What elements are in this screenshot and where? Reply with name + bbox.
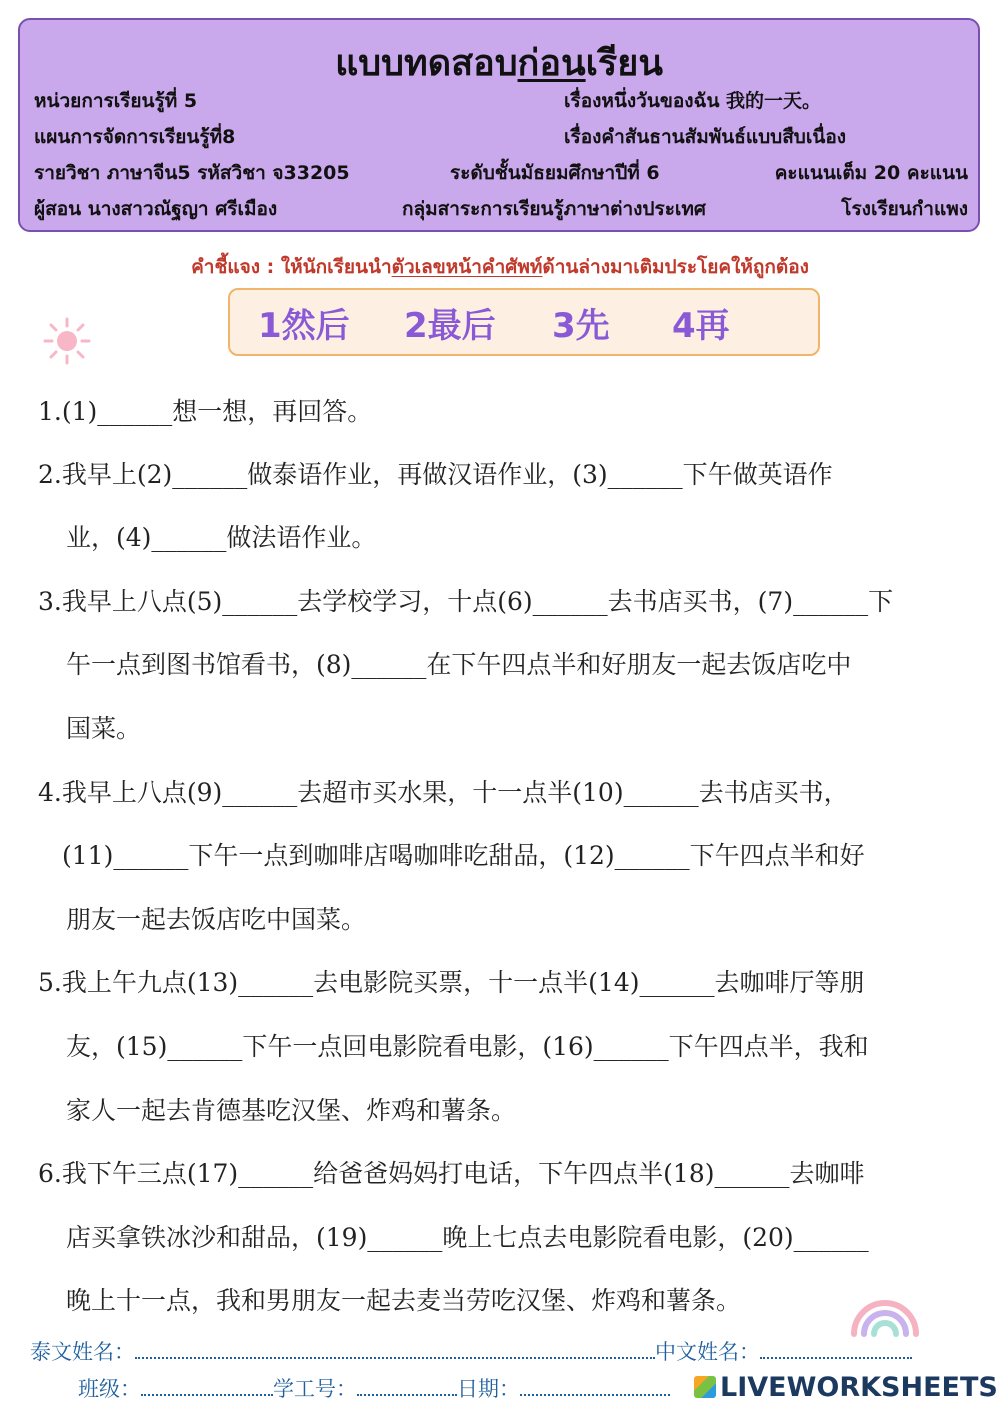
word-bank-item: 4再 (672, 306, 730, 346)
instruction (0, 252, 1000, 282)
word-bank-item: 3先 (552, 306, 610, 346)
question-5-line-cont: 友，(15)______下午一点回电影院看电影，(16)______下午四点半，我和 (66, 1032, 869, 1061)
page-title (20, 34, 978, 91)
department-label: กลุ่มสาระการเรียนรู้ภาษาต่างประเทศ (402, 198, 706, 220)
question-6-line: 6.我下午三点(17)______给爸爸妈妈打电话，下午四点半(18)______去咖啡 (38, 1159, 865, 1188)
word-bank-item: 2最后 (404, 306, 496, 346)
header-row-2 (34, 122, 968, 148)
student-id-label: 学工号： (273, 1377, 357, 1401)
subject-label: รายวิชา ภาษาจีน5 รหัสวิชา จ33205 (34, 162, 350, 184)
instruction-part1: คำชี้แจง : ให้นักเรียนนำ (191, 256, 392, 278)
thai-name-label: 泰文姓名： (30, 1340, 135, 1364)
plan-label: แผนการจัดการเรียนรู้ที่8 (34, 126, 236, 148)
title-part1: แบบทดสอบ (335, 43, 518, 84)
question-3-line-cont: 午一点到图书馆看书，(8)______在下午四点半和好朋友一起去饭店吃中 (66, 650, 852, 679)
footer-row-2 (78, 1373, 670, 1403)
header-box (18, 18, 980, 232)
question-4-line: 4.我早上八点(9)______去超市买水果，十一点半(10)______去书店买书， (38, 778, 849, 807)
word-bank (228, 288, 820, 356)
question-3-line: 3.我早上八点(5)______去学校学习，十点(6)______去书店买书，(7)______下 (38, 587, 894, 616)
word-bank-item: 1然后 (258, 306, 350, 346)
question-2-line-cont: 业，(4)______做法语作业。 (66, 523, 377, 552)
lesson-topic-label: เรื่องคำสันธานสัมพันธ์แบบสืบเนื่อง (564, 126, 847, 148)
footer-row-1 (30, 1336, 912, 1366)
question-6-line-cont: 店买拿铁冰沙和甜品，(19)______晚上七点去电影院看电影，(20)______ (66, 1223, 869, 1252)
grade-label: ระดับชั้นมัธยมศึกษาปีที่ 6 (450, 162, 660, 184)
question-3-line-cont: 国菜。 (66, 714, 142, 743)
sun-icon (42, 316, 92, 366)
question-6-line-cont: 晚上十一点，我和男朋友一起去麦当劳吃汉堡、炸鸡和薯条。 (66, 1286, 742, 1315)
logo-mark-icon (694, 1376, 716, 1398)
title-part2: ก่อน (517, 43, 586, 84)
class-label: 班级： (78, 1377, 141, 1401)
header-row-3 (34, 158, 968, 184)
question-1-line: 1.(1)______想一想，再回答。 (38, 397, 373, 426)
liveworksheets-logo (694, 1372, 998, 1403)
unit-label: หน่วยการเรียนรู้ที่ 5 (34, 90, 198, 112)
date-label: 日期： (457, 1377, 520, 1401)
header-row-1 (34, 86, 968, 112)
chinese-name-label: 中文姓名： (655, 1340, 760, 1364)
question-5-line-cont: 家人一起去肯德基吃汉堡、炸鸡和薯条。 (66, 1096, 517, 1125)
question-2-line: 2.我早上(2)______做泰语作业，再做汉语作业，(3)______下午做英语作 (38, 460, 833, 489)
student-id-field[interactable] (357, 1380, 457, 1396)
question-5-line: 5.我上午九点(13)______去电影院买票，十一点半(14)______去咖啡厅等朋 (38, 968, 865, 997)
header-row-4 (34, 194, 968, 220)
title-part3: เรียน (585, 43, 663, 84)
instruction-part2: ตัวเลขหน้าคำศัพท์ (391, 256, 543, 278)
chinese-name-field[interactable] (760, 1343, 912, 1359)
thai-name-field[interactable] (135, 1343, 655, 1359)
teacher-label: ผู้สอน นางสาวณัฐญา ศรีเมือง (34, 198, 278, 220)
school-label: โรงเรียนกำแพง (841, 198, 968, 220)
logo-text: LIVEWORKSHEETS (720, 1372, 998, 1403)
topic-label: เรื่องหนึ่งวันของฉัน 我的一天。 (564, 90, 822, 112)
rainbow-icon (846, 1278, 924, 1338)
score-label: คะแนนเต็ม 20 คะแนน (774, 162, 968, 184)
question-4-line-cont: (11)______下午一点到咖啡店喝咖啡吃甜品，(12)______下午四点半和好 (62, 841, 865, 870)
date-field[interactable] (520, 1380, 670, 1396)
question-4-line-cont: 朋友一起去饭店吃中国菜。 (66, 905, 367, 934)
class-field[interactable] (141, 1380, 273, 1396)
instruction-part3: ด้านล่างมาเติมประโยคให้ถูกต้อง (542, 256, 809, 278)
